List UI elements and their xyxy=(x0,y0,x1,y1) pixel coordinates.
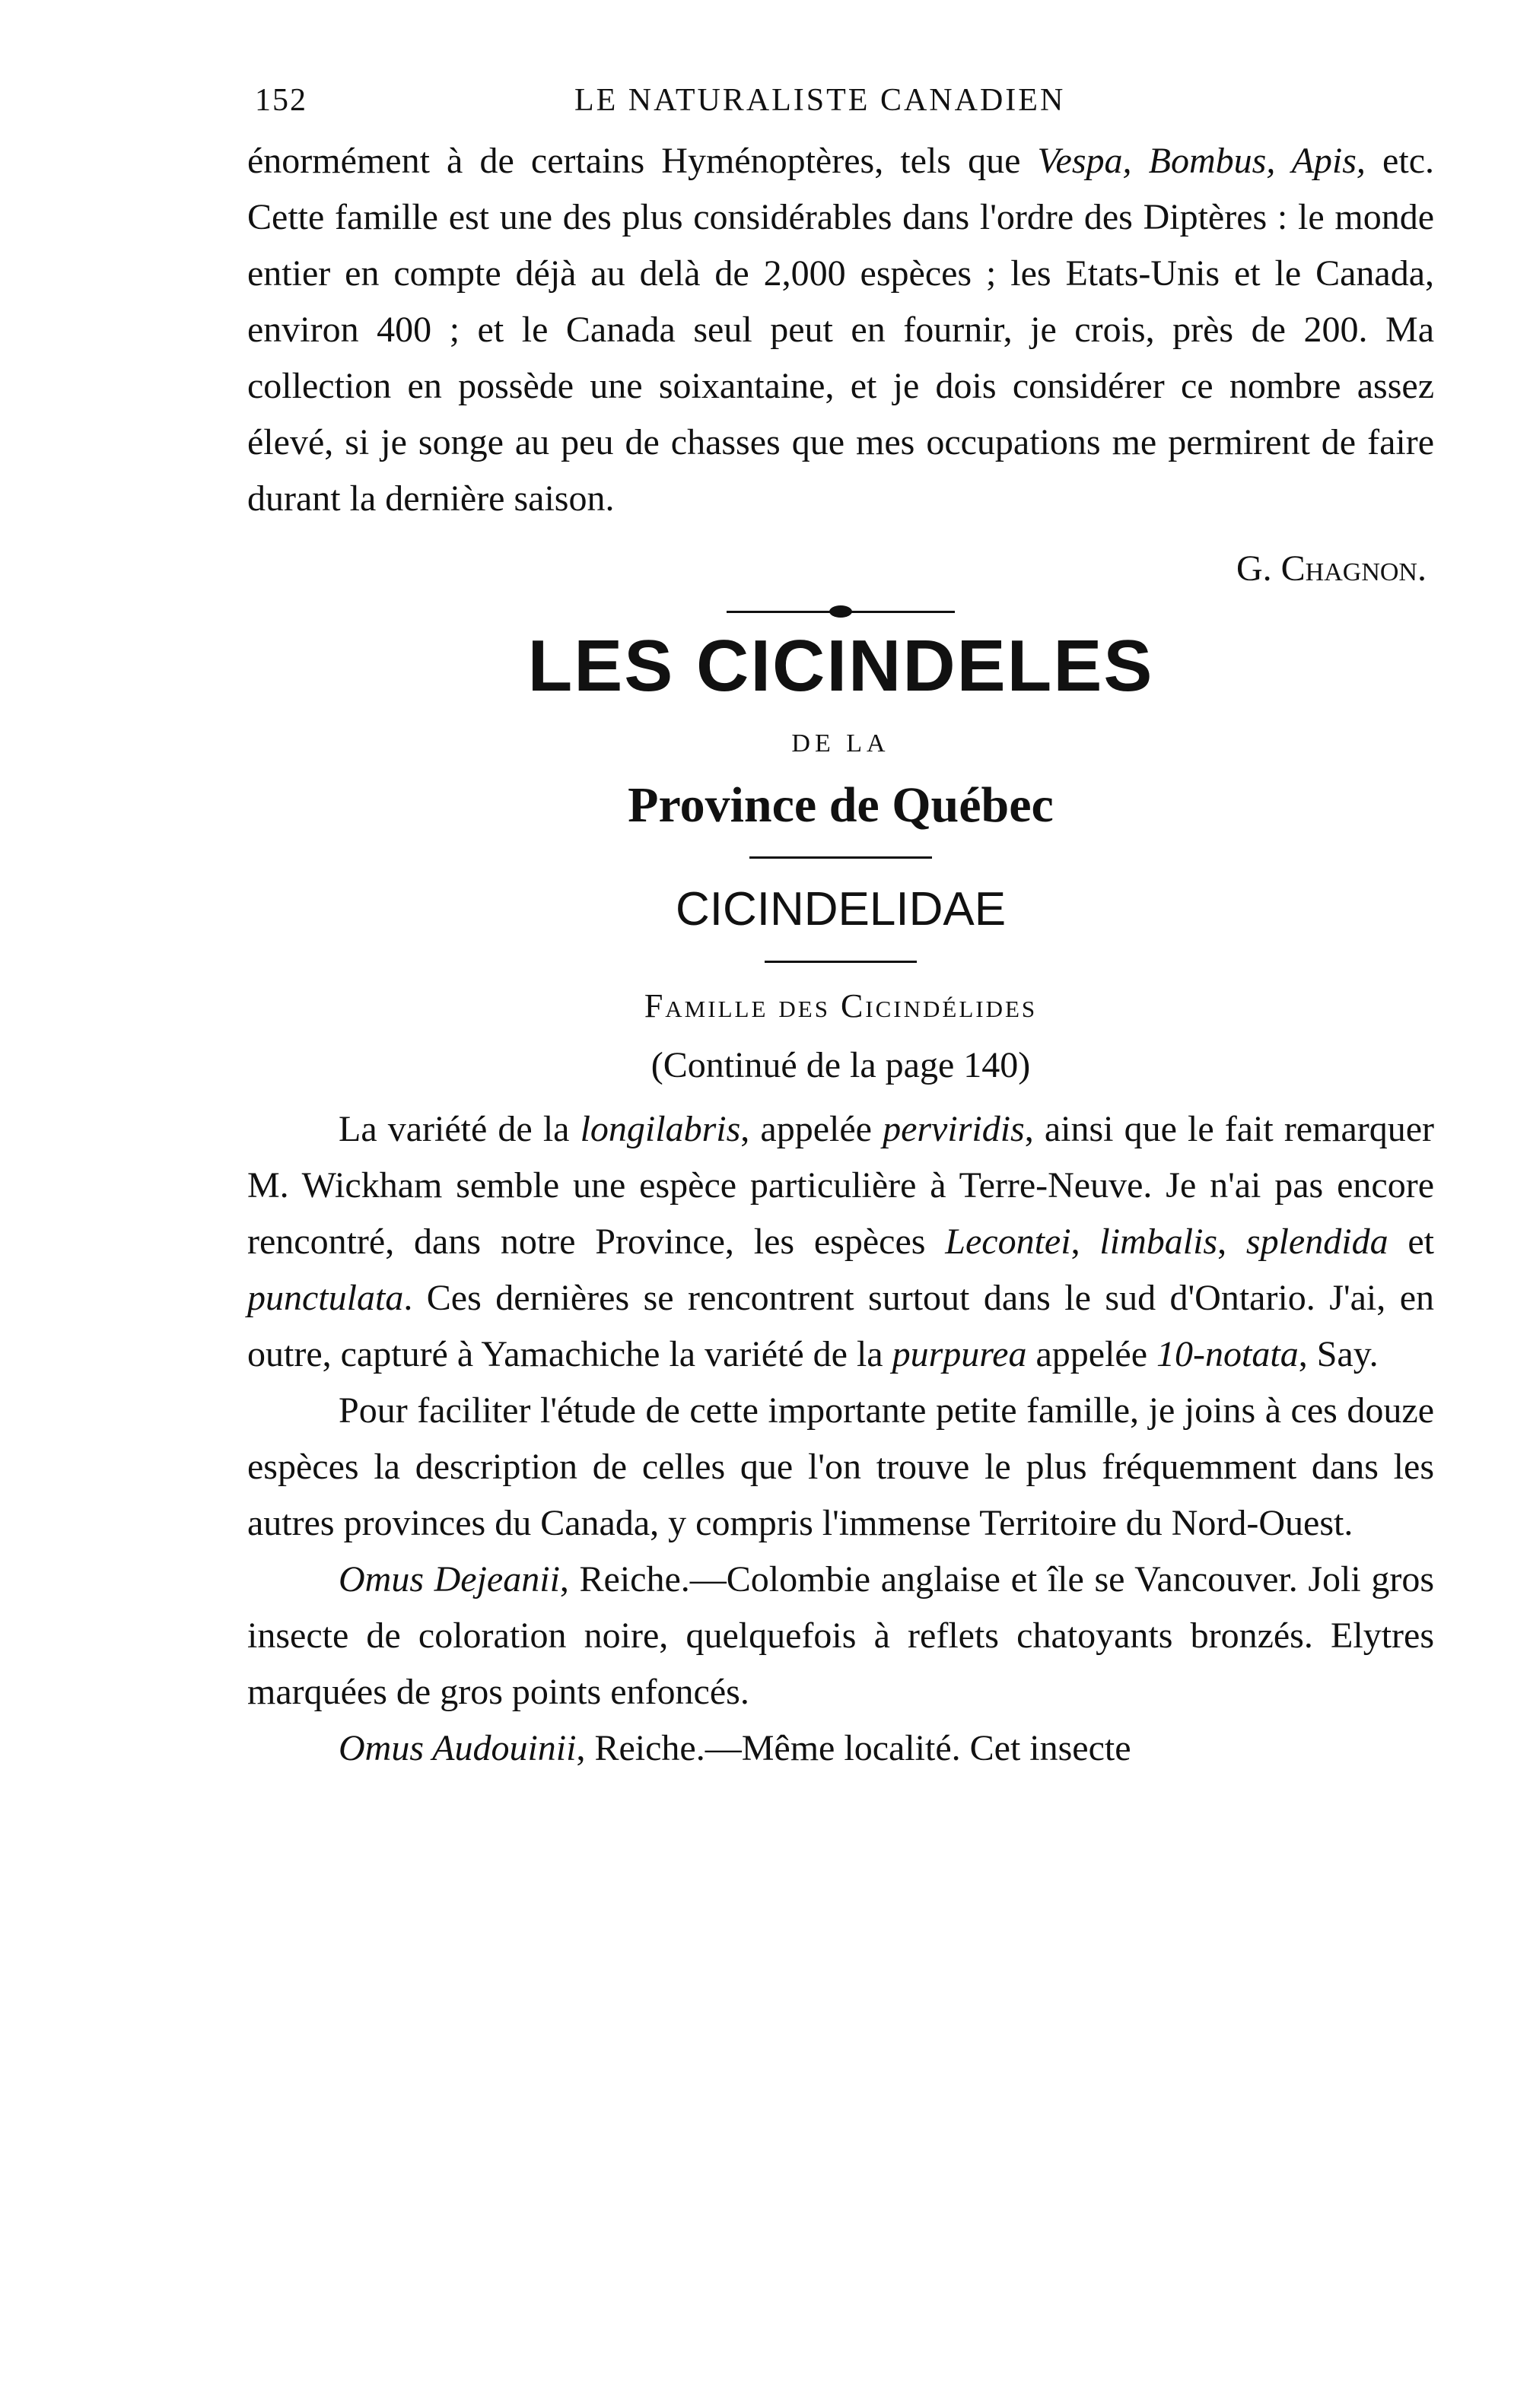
body-text: , xyxy=(1070,1221,1100,1262)
body-text: , ainsi que le fait remarquer M. Wickham semble une espèce particulière à Terre-Neuve. Je n'ai pas encore rencontré, dans notre Province, les espèces xyxy=(247,1109,1435,1262)
body-paragraph-2: Pour faciliter l'étude de cette importante petite famille, je joins à ces douze espèces la description de celles que l'on trouve le plus fréquemment dans les autres provinces du Canada, y compris l'immense Territoire du Nord-Ouest. xyxy=(247,1390,1434,1543)
divider-ornament xyxy=(829,605,852,618)
family-subtitle: Famille des Cicindélides xyxy=(644,987,1038,1025)
article-body xyxy=(247,1101,1434,1777)
species-name: limbalis xyxy=(1099,1221,1218,1262)
species-name: longilabris xyxy=(580,1109,741,1149)
body-text: appelée xyxy=(1026,1334,1157,1374)
author-signature: G. Chagnon. xyxy=(1236,548,1427,589)
title-rule xyxy=(749,856,932,859)
species-name: perviridis xyxy=(883,1109,1025,1149)
journal-title: LE NATURALISTE CANADIEN xyxy=(574,83,1066,118)
body-paragraph-4 xyxy=(247,1720,1434,1777)
running-head xyxy=(247,72,1434,133)
body-text: et xyxy=(1388,1221,1435,1262)
species-name: Omus Dejeanii xyxy=(339,1559,560,1600)
body-text: , Reiche.—Même localité. Cet insecte xyxy=(576,1728,1131,1768)
body-text: , Reiche.—Colombie anglaise et île se Vancouver. Joli gros insecte de coloration noire, quelquefois à reflets chatoyants bronzés. Elytres marquées de gros points enfoncés. xyxy=(247,1559,1434,1712)
continued-note: (Continué de la page 140) xyxy=(650,1045,1031,1085)
body-text: , xyxy=(1217,1221,1246,1262)
family-rule xyxy=(765,961,917,963)
species-name: Omus Audouinii xyxy=(339,1728,577,1768)
body-text: La variété de la xyxy=(339,1109,581,1149)
species-name: 10-notata xyxy=(1156,1334,1299,1374)
species-name: punctulata xyxy=(247,1278,404,1318)
body-text: , Say. xyxy=(1298,1334,1379,1374)
section-divider xyxy=(727,611,955,613)
body-paragraph-1 xyxy=(247,1101,1434,1383)
intro-genera: Vespa, Bombus, Apis, xyxy=(1037,141,1366,181)
article-subtitle-province: Province de Québec xyxy=(628,777,1054,833)
intro-text-1: énormément à de certains Hyménoptères, tels que xyxy=(247,141,1038,181)
body-text: , appelée xyxy=(740,1109,883,1149)
body-paragraph-3 xyxy=(247,1552,1434,1720)
page-number: 152 xyxy=(255,83,307,118)
intro-text-2: etc. Cette famille est une des plus considérables dans l'ordre des Diptères : le monde entier en compte déjà au delà de 2,000 espèces ; les Etats-Unis et le Canada, environ 400 ; et le Canada seul peut en fournir, je crois, près de 200. Ma collection en possède une soixantaine, et je dois considérer ce nombre assez élevé, si je songe au peu de chasses que mes occupations me permirent de faire durant la dernière saison. xyxy=(247,141,1434,519)
species-name: Lecontei xyxy=(945,1221,1071,1262)
intro-paragraph xyxy=(247,133,1434,527)
body-text: . Ces dernières se rencontrent surtout dans le sud d'Ontario. J'ai, en outre, capturé à Yamachiche la variété de la xyxy=(247,1278,1434,1374)
article-title: LES CICINDELES xyxy=(527,625,1154,707)
species-name: purpurea xyxy=(892,1334,1027,1374)
family-title: CICINDELIDAE xyxy=(675,883,1007,936)
species-name: splendida xyxy=(1245,1221,1388,1262)
article-subtitle-de-la: DE LA xyxy=(791,729,890,758)
page xyxy=(247,72,1434,1777)
